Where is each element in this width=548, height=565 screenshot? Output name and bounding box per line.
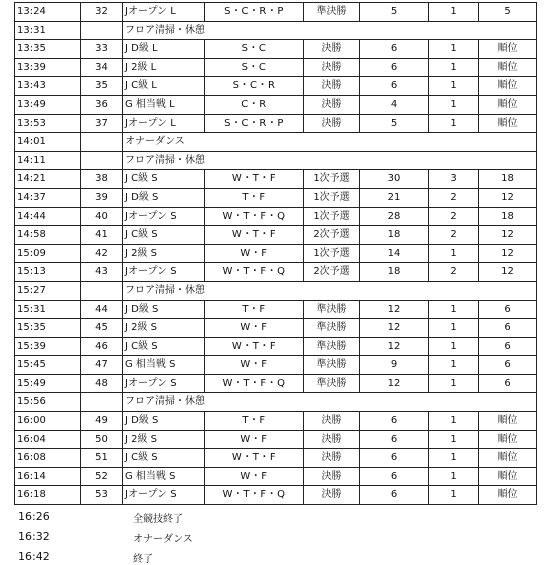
heats-cell: 1 — [429, 244, 479, 263]
number-cell: 51 — [81, 449, 123, 468]
recall-cell: 順位 — [479, 114, 537, 133]
heats-cell: 1 — [429, 486, 479, 505]
event-row — [15, 430, 537, 449]
heats-cell: 1 — [429, 374, 479, 393]
couples-cell: 30 — [360, 170, 429, 189]
round-cell: 準決勝 — [304, 374, 360, 393]
event-name-cell: J D級 S — [123, 412, 205, 431]
recall-cell: 順位 — [479, 58, 537, 77]
time-cell: 15:31 — [15, 300, 81, 319]
recall-cell: 順位 — [479, 95, 537, 114]
time-cell: 16:18 — [15, 486, 81, 505]
couples-cell: 6 — [360, 467, 429, 486]
dances-cell: T・F — [205, 300, 304, 319]
round-cell: 1次予選 — [304, 244, 360, 263]
number-cell — [81, 393, 123, 412]
event-row — [15, 188, 537, 207]
break-row — [15, 281, 537, 300]
number-cell: 33 — [81, 40, 123, 59]
event-name-cell: J D級 L — [123, 40, 205, 59]
time-cell: 16:08 — [15, 449, 81, 468]
recall-cell: 12 — [479, 188, 537, 207]
recall-cell: 6 — [479, 300, 537, 319]
couples-cell: 5 — [360, 3, 429, 22]
couples-cell: 12 — [360, 319, 429, 338]
event-row — [15, 337, 537, 356]
couples-cell: 12 — [360, 300, 429, 319]
time-cell: 15:49 — [15, 374, 81, 393]
time-cell: 15:27 — [15, 281, 81, 300]
event-row — [15, 58, 537, 77]
couples-cell: 9 — [360, 356, 429, 375]
recall-cell: 6 — [479, 374, 537, 393]
event-row — [15, 244, 537, 263]
number-cell: 47 — [81, 356, 123, 375]
round-cell: 2次予選 — [304, 263, 360, 282]
event-name-cell: J C級 S — [123, 226, 205, 245]
number-cell: 49 — [81, 412, 123, 431]
heats-cell: 1 — [429, 300, 479, 319]
round-cell: 1次予選 — [304, 188, 360, 207]
recall-cell: 6 — [479, 356, 537, 375]
round-cell: 決勝 — [304, 486, 360, 505]
round-cell: 1次予選 — [304, 207, 360, 226]
schedule-table-body — [15, 3, 537, 505]
couples-cell: 12 — [360, 374, 429, 393]
dances-cell: S・C・R・P — [205, 3, 304, 22]
couples-cell: 6 — [360, 77, 429, 96]
number-cell: 37 — [81, 114, 123, 133]
heats-cell: 1 — [429, 3, 479, 22]
round-cell: 1次予選 — [304, 170, 360, 189]
recall-cell: 12 — [479, 244, 537, 263]
heats-cell: 1 — [429, 40, 479, 59]
event-row — [15, 412, 537, 431]
closing-label: オナーダンス — [133, 534, 193, 546]
time-cell: 13:31 — [15, 21, 81, 40]
dances-cell: W・T・F — [205, 449, 304, 468]
closing-label: 終了 — [133, 554, 153, 565]
couples-cell: 28 — [360, 207, 429, 226]
round-cell: 決勝 — [304, 58, 360, 77]
couples-cell: 6 — [360, 430, 429, 449]
time-cell: 16:04 — [15, 430, 81, 449]
couples-cell: 6 — [360, 412, 429, 431]
event-name-cell: J C級 L — [123, 77, 205, 96]
event-row — [15, 95, 537, 114]
dances-cell: S・C — [205, 40, 304, 59]
event-row — [15, 300, 537, 319]
recall-cell: 5 — [479, 3, 537, 22]
event-row — [15, 374, 537, 393]
couples-cell: 6 — [360, 449, 429, 468]
dances-cell: W・T・F・Q — [205, 374, 304, 393]
dances-cell: W・F — [205, 244, 304, 263]
dances-cell: T・F — [205, 412, 304, 431]
closing-label: 全競技終了 — [133, 514, 183, 526]
time-cell: 15:13 — [15, 263, 81, 282]
round-cell: 決勝 — [304, 430, 360, 449]
time-cell: 15:56 — [15, 393, 81, 412]
number-cell: 41 — [81, 226, 123, 245]
round-cell: 決勝 — [304, 114, 360, 133]
couples-cell: 18 — [360, 263, 429, 282]
time-cell: 13:53 — [15, 114, 81, 133]
round-cell: 決勝 — [304, 77, 360, 96]
number-cell: 36 — [81, 95, 123, 114]
number-cell — [81, 21, 123, 40]
break-row — [15, 151, 537, 170]
event-row — [15, 77, 537, 96]
number-cell: 32 — [81, 3, 123, 22]
dances-cell: C・R — [205, 95, 304, 114]
round-cell: 決勝 — [304, 412, 360, 431]
time-cell: 13:39 — [15, 58, 81, 77]
time-cell: 15:45 — [15, 356, 81, 375]
number-cell: 50 — [81, 430, 123, 449]
heats-cell: 1 — [429, 430, 479, 449]
event-name-cell: G 相当戦 S — [123, 467, 205, 486]
heats-cell: 1 — [429, 337, 479, 356]
couples-cell: 6 — [360, 40, 429, 59]
recall-cell: 6 — [479, 319, 537, 338]
event-row — [15, 114, 537, 133]
round-cell: 決勝 — [304, 40, 360, 59]
number-cell: 40 — [81, 207, 123, 226]
event-row — [15, 40, 537, 59]
round-cell: 準決勝 — [304, 337, 360, 356]
time-cell: 13:49 — [15, 95, 81, 114]
event-name-cell: J C級 S — [123, 170, 205, 189]
couples-cell: 6 — [360, 58, 429, 77]
event-name-cell: J C級 S — [123, 449, 205, 468]
break-row — [15, 393, 537, 412]
event-row — [15, 449, 537, 468]
dances-cell: W・F — [205, 430, 304, 449]
recall-cell: 6 — [479, 337, 537, 356]
number-cell: 46 — [81, 337, 123, 356]
number-cell: 39 — [81, 188, 123, 207]
heats-cell: 1 — [429, 319, 479, 338]
event-name-cell: J D級 S — [123, 188, 205, 207]
round-cell: 準決勝 — [304, 356, 360, 375]
event-name-cell: J 2級 S — [123, 430, 205, 449]
heats-cell: 1 — [429, 412, 479, 431]
break-note-cell: フロア清掃・休憩 — [123, 393, 537, 412]
event-name-cell: J D級 S — [123, 300, 205, 319]
heats-cell: 1 — [429, 77, 479, 96]
time-cell: 13:24 — [15, 3, 81, 22]
event-row — [15, 467, 537, 486]
heats-cell: 1 — [429, 449, 479, 468]
recall-cell: 順位 — [479, 40, 537, 59]
event-row — [15, 263, 537, 282]
event-name-cell: J C級 S — [123, 337, 205, 356]
round-cell: 決勝 — [304, 467, 360, 486]
couples-cell: 5 — [360, 114, 429, 133]
event-row — [15, 207, 537, 226]
dances-cell: W・T・F・Q — [205, 263, 304, 282]
time-cell: 15:39 — [15, 337, 81, 356]
break-note-cell: フロア清掃・休憩 — [123, 151, 537, 170]
round-cell: 準決勝 — [304, 3, 360, 22]
number-cell: 34 — [81, 58, 123, 77]
number-cell: 38 — [81, 170, 123, 189]
recall-cell: 順位 — [479, 486, 537, 505]
number-cell: 43 — [81, 263, 123, 282]
closing-time: 16:26 — [18, 510, 50, 524]
time-cell: 13:35 — [15, 40, 81, 59]
recall-cell: 18 — [479, 207, 537, 226]
time-cell: 14:21 — [15, 170, 81, 189]
dances-cell: W・T・F・Q — [205, 486, 304, 505]
dances-cell: W・F — [205, 319, 304, 338]
event-name-cell: Jオープン L — [123, 114, 205, 133]
dances-cell: S・C — [205, 58, 304, 77]
dances-cell: W・F — [205, 467, 304, 486]
couples-cell: 14 — [360, 244, 429, 263]
dances-cell: W・T・F・Q — [205, 207, 304, 226]
heats-cell: 1 — [429, 95, 479, 114]
couples-cell: 6 — [360, 486, 429, 505]
event-row — [15, 226, 537, 245]
recall-cell: 順位 — [479, 430, 537, 449]
recall-cell: 順位 — [479, 412, 537, 431]
number-cell: 53 — [81, 486, 123, 505]
heats-cell: 2 — [429, 188, 479, 207]
round-cell: 2次予選 — [304, 226, 360, 245]
dances-cell: T・F — [205, 188, 304, 207]
couples-cell: 4 — [360, 95, 429, 114]
event-name-cell: J 2級 S — [123, 319, 205, 338]
schedule-sheet — [14, 2, 537, 505]
round-cell: 準決勝 — [304, 300, 360, 319]
time-cell: 14:11 — [15, 151, 81, 170]
number-cell: 45 — [81, 319, 123, 338]
round-cell: 決勝 — [304, 449, 360, 468]
heats-cell: 2 — [429, 207, 479, 226]
couples-cell: 12 — [360, 337, 429, 356]
couples-cell: 21 — [360, 188, 429, 207]
heats-cell: 2 — [429, 226, 479, 245]
heats-cell: 1 — [429, 356, 479, 375]
event-name-cell: Jオープン S — [123, 486, 205, 505]
closing-time: 16:42 — [18, 550, 50, 564]
recall-cell: 順位 — [479, 467, 537, 486]
break-row — [15, 21, 537, 40]
number-cell: 48 — [81, 374, 123, 393]
recall-cell: 順位 — [479, 77, 537, 96]
event-name-cell: Jオープン S — [123, 207, 205, 226]
heats-cell: 3 — [429, 170, 479, 189]
event-row — [15, 486, 537, 505]
event-name-cell: Jオープン S — [123, 374, 205, 393]
event-row — [15, 356, 537, 375]
heats-cell: 2 — [429, 263, 479, 282]
dances-cell: W・T・F — [205, 226, 304, 245]
time-cell: 14:44 — [15, 207, 81, 226]
event-name-cell: J 2級 L — [123, 58, 205, 77]
dances-cell: W・T・F — [205, 170, 304, 189]
heats-cell: 1 — [429, 58, 479, 77]
break-note-cell: フロア清掃・休憩 — [123, 281, 537, 300]
heats-cell: 1 — [429, 467, 479, 486]
dances-cell: S・C・R・P — [205, 114, 304, 133]
time-cell: 15:35 — [15, 319, 81, 338]
time-cell: 14:37 — [15, 188, 81, 207]
dances-cell: W・F — [205, 356, 304, 375]
schedule-table — [14, 2, 537, 505]
time-cell: 14:01 — [15, 133, 81, 152]
time-cell: 14:58 — [15, 226, 81, 245]
number-cell: 52 — [81, 467, 123, 486]
event-name-cell: G 相当戦 L — [123, 95, 205, 114]
event-row — [15, 3, 537, 22]
event-name-cell: Jオープン L — [123, 3, 205, 22]
round-cell: 準決勝 — [304, 319, 360, 338]
dances-cell: W・T・F — [205, 337, 304, 356]
number-cell — [81, 281, 123, 300]
event-name-cell: Jオープン S — [123, 263, 205, 282]
event-name-cell: G 相当戦 S — [123, 356, 205, 375]
number-cell: 44 — [81, 300, 123, 319]
time-cell: 16:14 — [15, 467, 81, 486]
round-cell: 決勝 — [304, 95, 360, 114]
time-cell: 13:43 — [15, 77, 81, 96]
recall-cell: 12 — [479, 263, 537, 282]
number-cell: 35 — [81, 77, 123, 96]
number-cell — [81, 133, 123, 152]
time-cell: 15:09 — [15, 244, 81, 263]
dances-cell: S・C・R — [205, 77, 304, 96]
recall-cell: 12 — [479, 226, 537, 245]
recall-cell: 順位 — [479, 449, 537, 468]
event-row — [15, 170, 537, 189]
closing-time: 16:32 — [18, 530, 50, 544]
number-cell: 42 — [81, 244, 123, 263]
break-note-cell: フロア清掃・休憩 — [123, 21, 537, 40]
recall-cell: 18 — [479, 170, 537, 189]
event-row — [15, 319, 537, 338]
heats-cell: 1 — [429, 114, 479, 133]
number-cell — [81, 151, 123, 170]
event-name-cell: J 2級 S — [123, 244, 205, 263]
break-note-cell: オナーダンス — [123, 133, 537, 152]
break-row — [15, 133, 537, 152]
time-cell: 16:00 — [15, 412, 81, 431]
couples-cell: 18 — [360, 226, 429, 245]
